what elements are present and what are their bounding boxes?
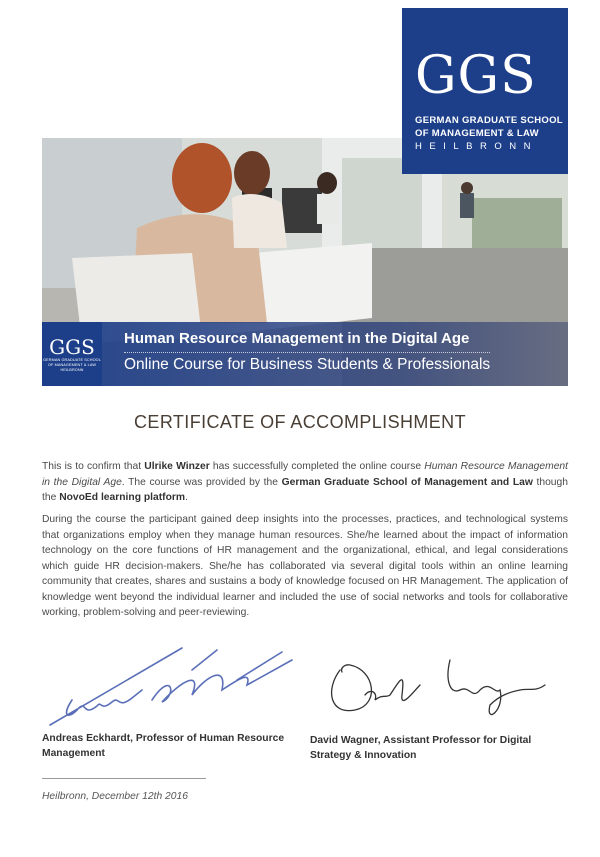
logo-city: HEILBRONN [415,141,538,152]
confirmation-paragraph [42,459,568,506]
signature-caption-wagner: David Wagner, Assistant Professor for Digital Strategy & Innovation [310,735,532,761]
mini-logo-city: HEILBRONN [60,368,84,372]
mini-logo-line-2: OF MANAGEMENT & LAW [47,363,97,367]
course-subtitle: Online Course for Business Students & Professionals [124,352,490,374]
logo-line-1: GERMAN GRADUATE SCHOOL [415,115,563,126]
course-banner-strip [42,322,568,386]
recipient-name: Ulrike Winzer [144,461,210,472]
p1-text-a: This is to confirm that [42,461,145,472]
signature-wagner [320,650,560,730]
p1-text-d: though the [42,476,568,503]
course-name-italic: Human Resource Management in the Digital Age [42,461,569,488]
logo-line-2: OF MANAGEMENT & LAW [415,128,539,139]
p1-text-e: . [185,492,188,503]
platform-name: NovoEd learning platform [59,492,186,503]
ggs-logo [402,8,568,174]
date-rule [42,778,206,779]
signature-caption-eckhardt: Andreas Eckhardt, Professor of Human Resource Management [42,733,285,759]
certificate-heading: CERTIFICATE OF ACCOMPLISHMENT [134,412,466,432]
issue-date: Heilbronn, December 12th 2016 [42,791,188,802]
course-description-paragraph: During the course the participant gained deep insights into the processes, practices, and technological systems that organizations employ when they manage human resources. She/he learned about the impact of information technology on the core functions of HR management and the organizational, ethical, and legal considerations which guide HR decision-makers. She/he has collaborated via several digital tools within an online learning community that creates, shares and sustains a body of knowledge focused on HR Management. The application of knowledge went beyond the individual learner and included the use of social networks and tools for collaborative working, problem-solving and peer-reviewing. [42,514,568,618]
mini-logo-mark: GGS [49,335,95,359]
provider-name: German Graduate School of Management and Law [281,476,533,488]
p1-text-b: has successfully completed the online course [209,461,425,472]
p1-text-c: . The course was provided by the [121,476,282,488]
mini-logo-line-1: GERMAN GRADUATE SCHOOL [43,358,101,362]
signature-eckhardt [42,640,302,730]
logo-mark: GGS [415,46,537,106]
course-title: Human Resource Management in the Digital Age [124,330,470,347]
mini-ggs-logo [42,322,102,386]
